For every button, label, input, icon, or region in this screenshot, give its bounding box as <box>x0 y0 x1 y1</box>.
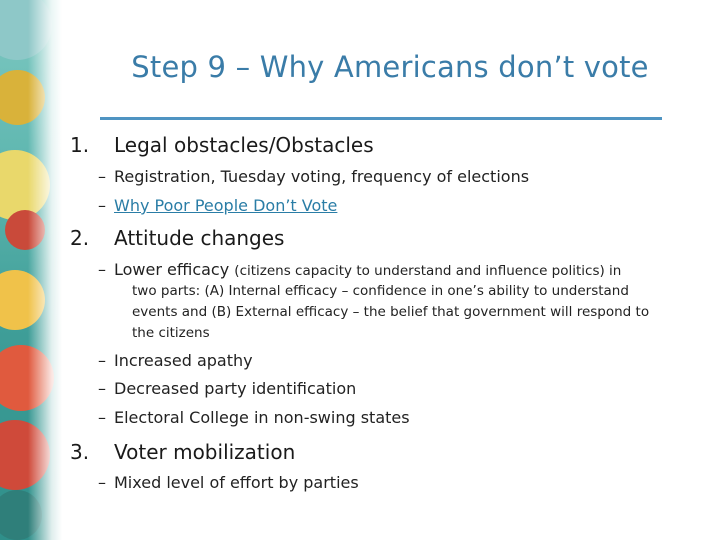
dash-bullet: – <box>98 379 106 398</box>
lower-efficacy-continuation: two parts: (A) Internal efficacy – confidence in one’s ability to understand events and (B) External efficacy – the belief that government will respond to the citizens <box>132 283 650 341</box>
title-underline <box>100 117 662 120</box>
dash-bullet: – <box>98 167 106 186</box>
list-item-3 <box>70 440 295 464</box>
sub-item-lower-efficacy <box>98 260 621 279</box>
list-item-1 <box>70 133 374 157</box>
slide-title: Step 9 – Why Americans don’t vote <box>131 50 649 84</box>
list-item-2 <box>70 226 284 250</box>
collage-fade <box>28 0 62 540</box>
why-poor-people-link[interactable]: Why Poor People Don’t Vote <box>114 196 338 215</box>
sub-item-text: Mixed level of effort by parties <box>114 473 359 492</box>
dash-bullet: – <box>98 196 106 215</box>
sub-item <box>98 408 410 427</box>
list-number: 1. <box>70 133 90 157</box>
sub-item <box>98 196 337 215</box>
list-item-label: Voter mobilization <box>114 440 296 464</box>
list-item-label: Legal obstacles/Obstacles <box>114 133 374 157</box>
sub-item-text: Registration, Tuesday voting, frequency of elections <box>114 167 530 186</box>
sub-item-text: Electoral College in non-swing states <box>114 408 410 427</box>
sub-item <box>98 473 359 492</box>
decorative-side-collage <box>0 0 62 540</box>
list-number: 3. <box>70 440 90 464</box>
sub-item <box>98 167 529 186</box>
lower-efficacy-paren: (citizens capacity to understand and influence politics) in <box>234 263 622 279</box>
dash-bullet: – <box>98 473 106 492</box>
dash-bullet: – <box>98 351 106 370</box>
lower-efficacy-lead: Lower efficacy <box>114 260 230 279</box>
dash-bullet: – <box>98 260 106 279</box>
sub-item-text: Decreased party identification <box>114 379 357 398</box>
list-number: 2. <box>70 226 90 250</box>
list-item-label: Attitude changes <box>114 226 285 250</box>
dash-bullet: – <box>98 408 106 427</box>
sub-item <box>98 379 356 398</box>
sub-item <box>98 351 253 370</box>
sub-item-text: Increased apathy <box>114 351 253 370</box>
